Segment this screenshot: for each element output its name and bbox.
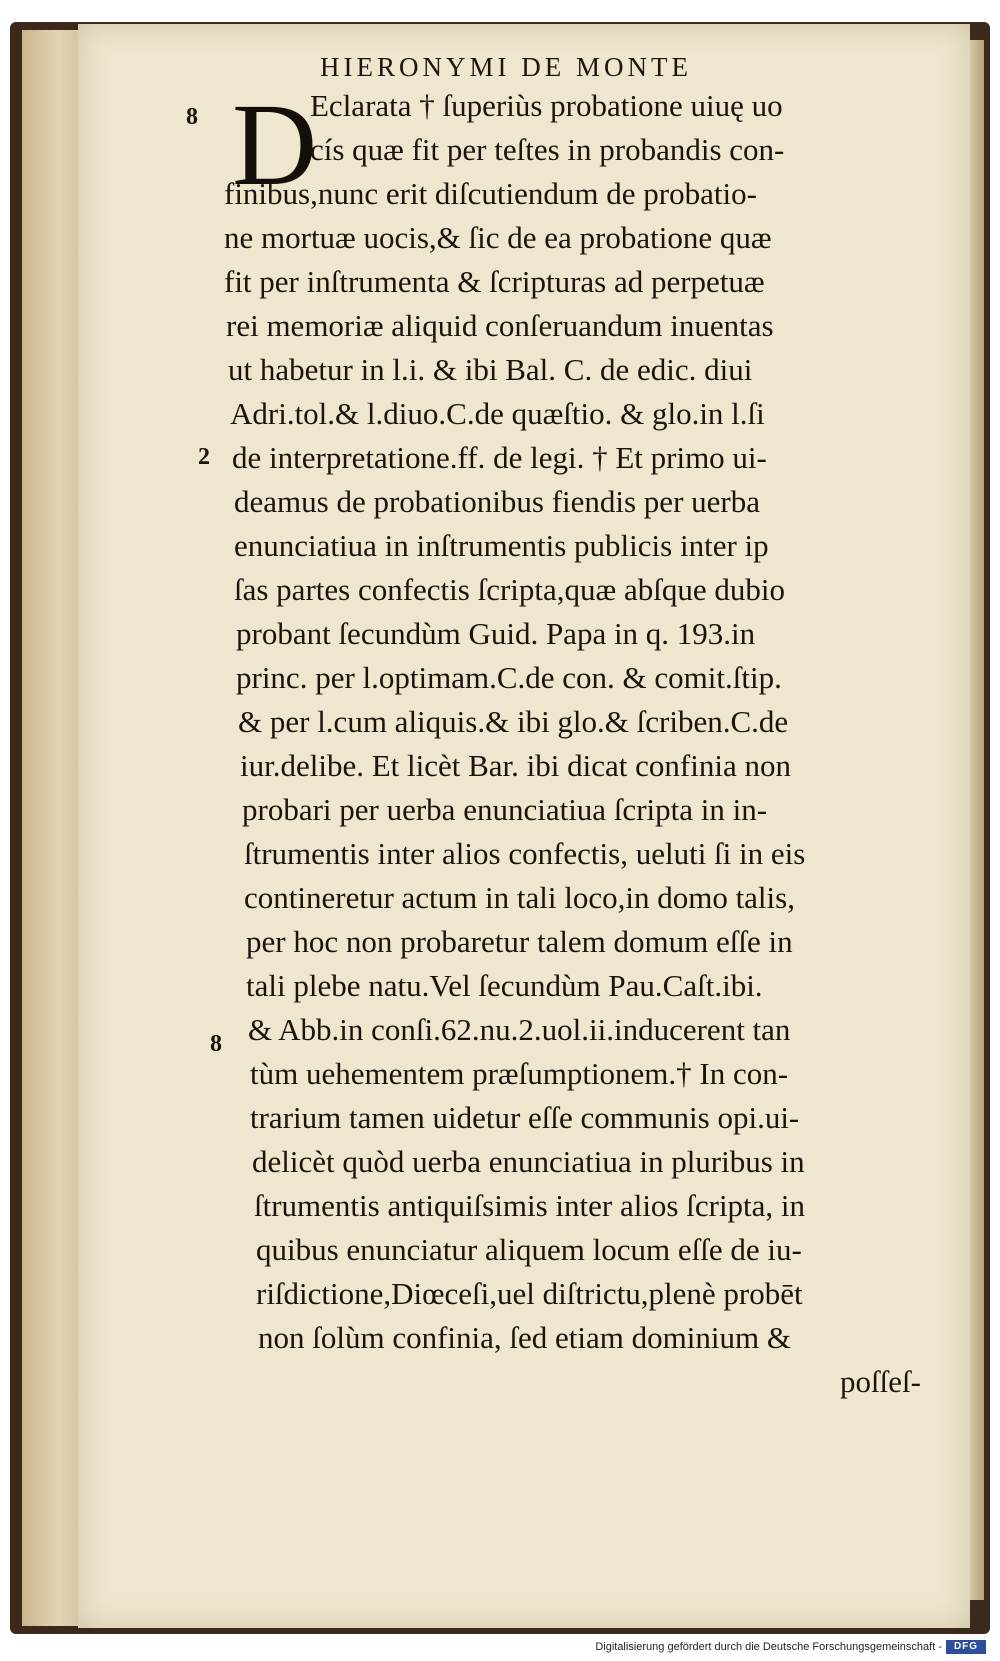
page-right-edge — [970, 40, 984, 1600]
text-line: ut habetur in l.i. & ibi Bal. C. de edic. diui — [228, 352, 753, 387]
margin-marker: 8 — [210, 1031, 222, 1057]
text-line: delicèt quòd uerba enunciatiua in pluribus in — [252, 1144, 805, 1179]
text-line: per hoc non probaretur talem domum eſſe in — [246, 924, 793, 959]
text-line: poſſeſ- — [840, 1364, 921, 1399]
text-line: tali plebe natu.Vel ſecundùm Pau.Caſt.ibi. — [246, 968, 763, 1003]
running-head: HIERONYMI DE MONTE — [320, 52, 692, 82]
text-line: probari per uerba enunciatiua ſcripta in in- — [242, 792, 768, 827]
text-line: probant ſecundùm Guid. Papa in q. 193.in — [236, 616, 756, 651]
text-line: cís quæ fit per teſtes in probandis con- — [310, 132, 785, 167]
text-line: & Abb.in conſi.62.nu.2.uol.ii.inducerent tan — [248, 1012, 791, 1047]
text-line: & per l.cum aliquis.& ibi glo.& ſcriben.C.de — [238, 704, 789, 739]
text-line: deamus de probationibus fiendis per uerba — [234, 484, 760, 519]
text-line: ne mortuæ uocis,& ſic de ea probatione quæ — [224, 220, 772, 255]
text-line: quibus enunciatur aliquem locum eſſe de iu- — [256, 1232, 802, 1267]
margin-marker: 2 — [198, 444, 210, 470]
text-line: Eclarata † ſuperiùs probatione uiuę uo — [310, 88, 783, 123]
text-line: de interpretatione.ff. de legi. † Et primo ui- — [232, 440, 767, 475]
margin-marker: 8 — [186, 104, 198, 130]
text-line: fit per inſtrumenta & ſcripturas ad perpetuæ — [224, 264, 765, 299]
footer-bar — [0, 1636, 1000, 1661]
text-line: Adri.tol.& l.diuo.C.de quæſtio. & glo.in l.ſi — [230, 396, 765, 431]
text-line: ſas partes confectis ſcripta,quæ abſque dubio — [234, 572, 785, 607]
text-line: finibus,nunc erit diſcutiendum de probatio- — [224, 176, 757, 211]
dfg-logo: DFG — [946, 1640, 986, 1654]
text-line: non ſolùm confinia, ſed etiam dominium & — [258, 1320, 791, 1355]
text-line: trarium tamen uidetur eſſe communis opi.ui- — [250, 1100, 800, 1135]
text-line: ſtrumentis antiquiſsimis inter alios ſcripta, in — [254, 1188, 806, 1223]
text-line: contineretur actum in tali loco,in domo talis, — [244, 880, 795, 915]
text-line: ſtrumentis inter alios confectis, ueluti ſi in eis — [244, 836, 806, 871]
footer-credit: Digitalisierung gefördert durch die Deutsche Forschungsgemeinschaft - — [595, 1641, 942, 1653]
text-line: iur.delibe. Et licèt Bar. ibi dicat confinia non — [240, 748, 791, 783]
text-line: rei memoriæ aliquid conſeruandum inuentas — [226, 308, 774, 343]
text-line: tùm uehementem præſumptionem.† In con- — [250, 1056, 789, 1091]
text-line: enunciatiua in inſtrumentis publicis inter ip — [234, 528, 769, 563]
text-line: riſdictione,Diœceſi,uel diſtrictu,plenè probēt — [256, 1276, 803, 1311]
drop-cap: D — [232, 79, 318, 210]
text-line: princ. per l.optimam.C.de con. & comit.ſtip. — [236, 660, 782, 695]
page-stack-edge — [22, 30, 84, 1626]
